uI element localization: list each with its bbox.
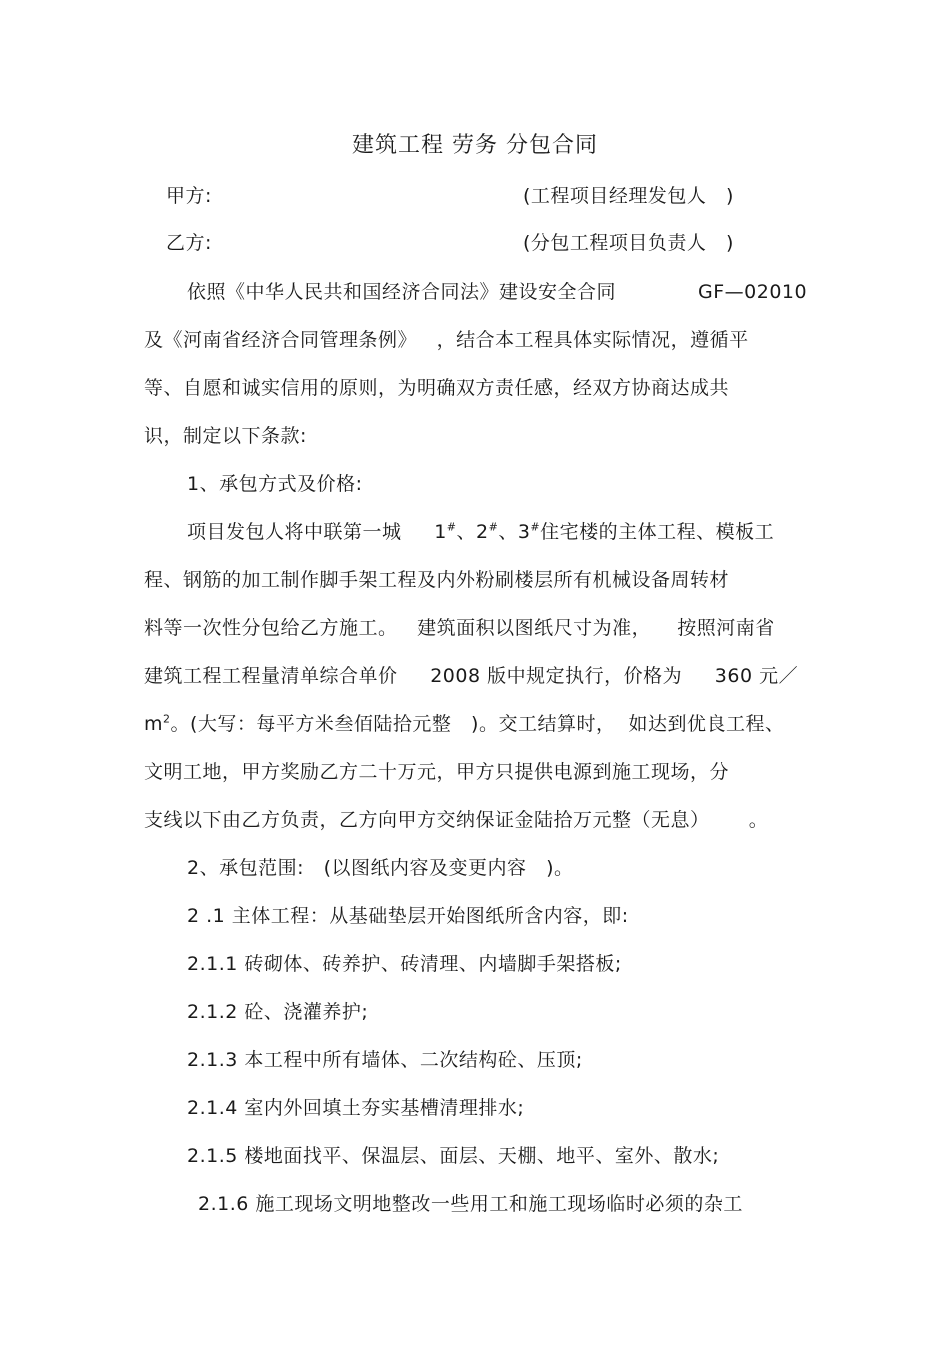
party-a-label: 甲方:	[166, 185, 212, 207]
intro-contract-code: GF—02010	[698, 281, 808, 303]
section1-para-line-7: 支线以下由乙方负责，乙方向甲方交纳保证金陆拾万元整（无息） 。	[144, 809, 769, 831]
intro-line-2: 及《河南省经济合同管理条例》 ，结合本工程具体实际情况，遵循平	[144, 329, 749, 351]
intro-line-3: 等、自愿和诚实信用的原则，为明确双方责任感，经双方协商达成共	[144, 377, 730, 399]
section2-1: 2 .1 主体工程：从基础垫层开始图纸所含内容，即:	[187, 905, 629, 927]
intro-line-4: 识，制定以下条款:	[144, 425, 307, 447]
section2-heading: 2、承包范围: (以图纸内容及变更内容 )。	[187, 857, 574, 879]
section2-1-5: 2.1.5 楼地面找平、保温层、面层、天棚、地平、室外、散水;	[187, 1145, 720, 1167]
document-title: 建筑工程 劳务 分包合同	[352, 133, 598, 158]
section2-1-4: 2.1.4 室内外回填土夯实基槽清理排水;	[187, 1097, 525, 1119]
party-b-note: (分包工程项目负责人 )	[523, 232, 734, 254]
section2-1-3: 2.1.3 本工程中所有墙体、二次结构砼、压顶;	[187, 1049, 583, 1071]
section1-heading: 1、承包方式及价格:	[187, 473, 363, 495]
section1-para-line-2: 程、钢筋的加工制作脚手架工程及内外粉刷楼层所有机械设备周转材	[144, 569, 730, 591]
section1-para-line-6: 文明工地，甲方奖励乙方二十万元，甲方只提供电源到施工现场，分	[144, 761, 730, 783]
section1-para-line-5: $m^2$。(大写：每平方米叁佰陆拾元整 )。交工结算时， 如达到优良工程、	[144, 712, 785, 735]
party-a-note: (工程项目经理发包人 )	[523, 185, 734, 207]
section2-1-2: 2.1.2 砼、浇灌养护;	[187, 1001, 369, 1023]
party-b-label: 乙方:	[166, 232, 212, 254]
section1-para-line-3: 料等一次性分包给乙方施工。 建筑面积以图纸尺寸为准， 按照河南省	[144, 617, 775, 639]
section2-1-6: 2.1.6 施工现场文明地整改一些用工和施工现场临时必须的杂工	[198, 1193, 743, 1215]
section2-1-1: 2.1.1 砖砌体、砖养护、砖清理、内墙脚手架搭板;	[187, 953, 622, 975]
section1-para-line-1: 项目发包人将中联第一城 1#、2#、3#住宅楼的主体工程、模板工	[187, 520, 775, 543]
intro-line-1: 依照《中华人民共和国经济合同法》建设安全合同	[187, 281, 617, 303]
section1-para-line-4: 建筑工程工程量清单综合单价 2008 版中规定执行，价格为 360 元／	[144, 665, 799, 687]
